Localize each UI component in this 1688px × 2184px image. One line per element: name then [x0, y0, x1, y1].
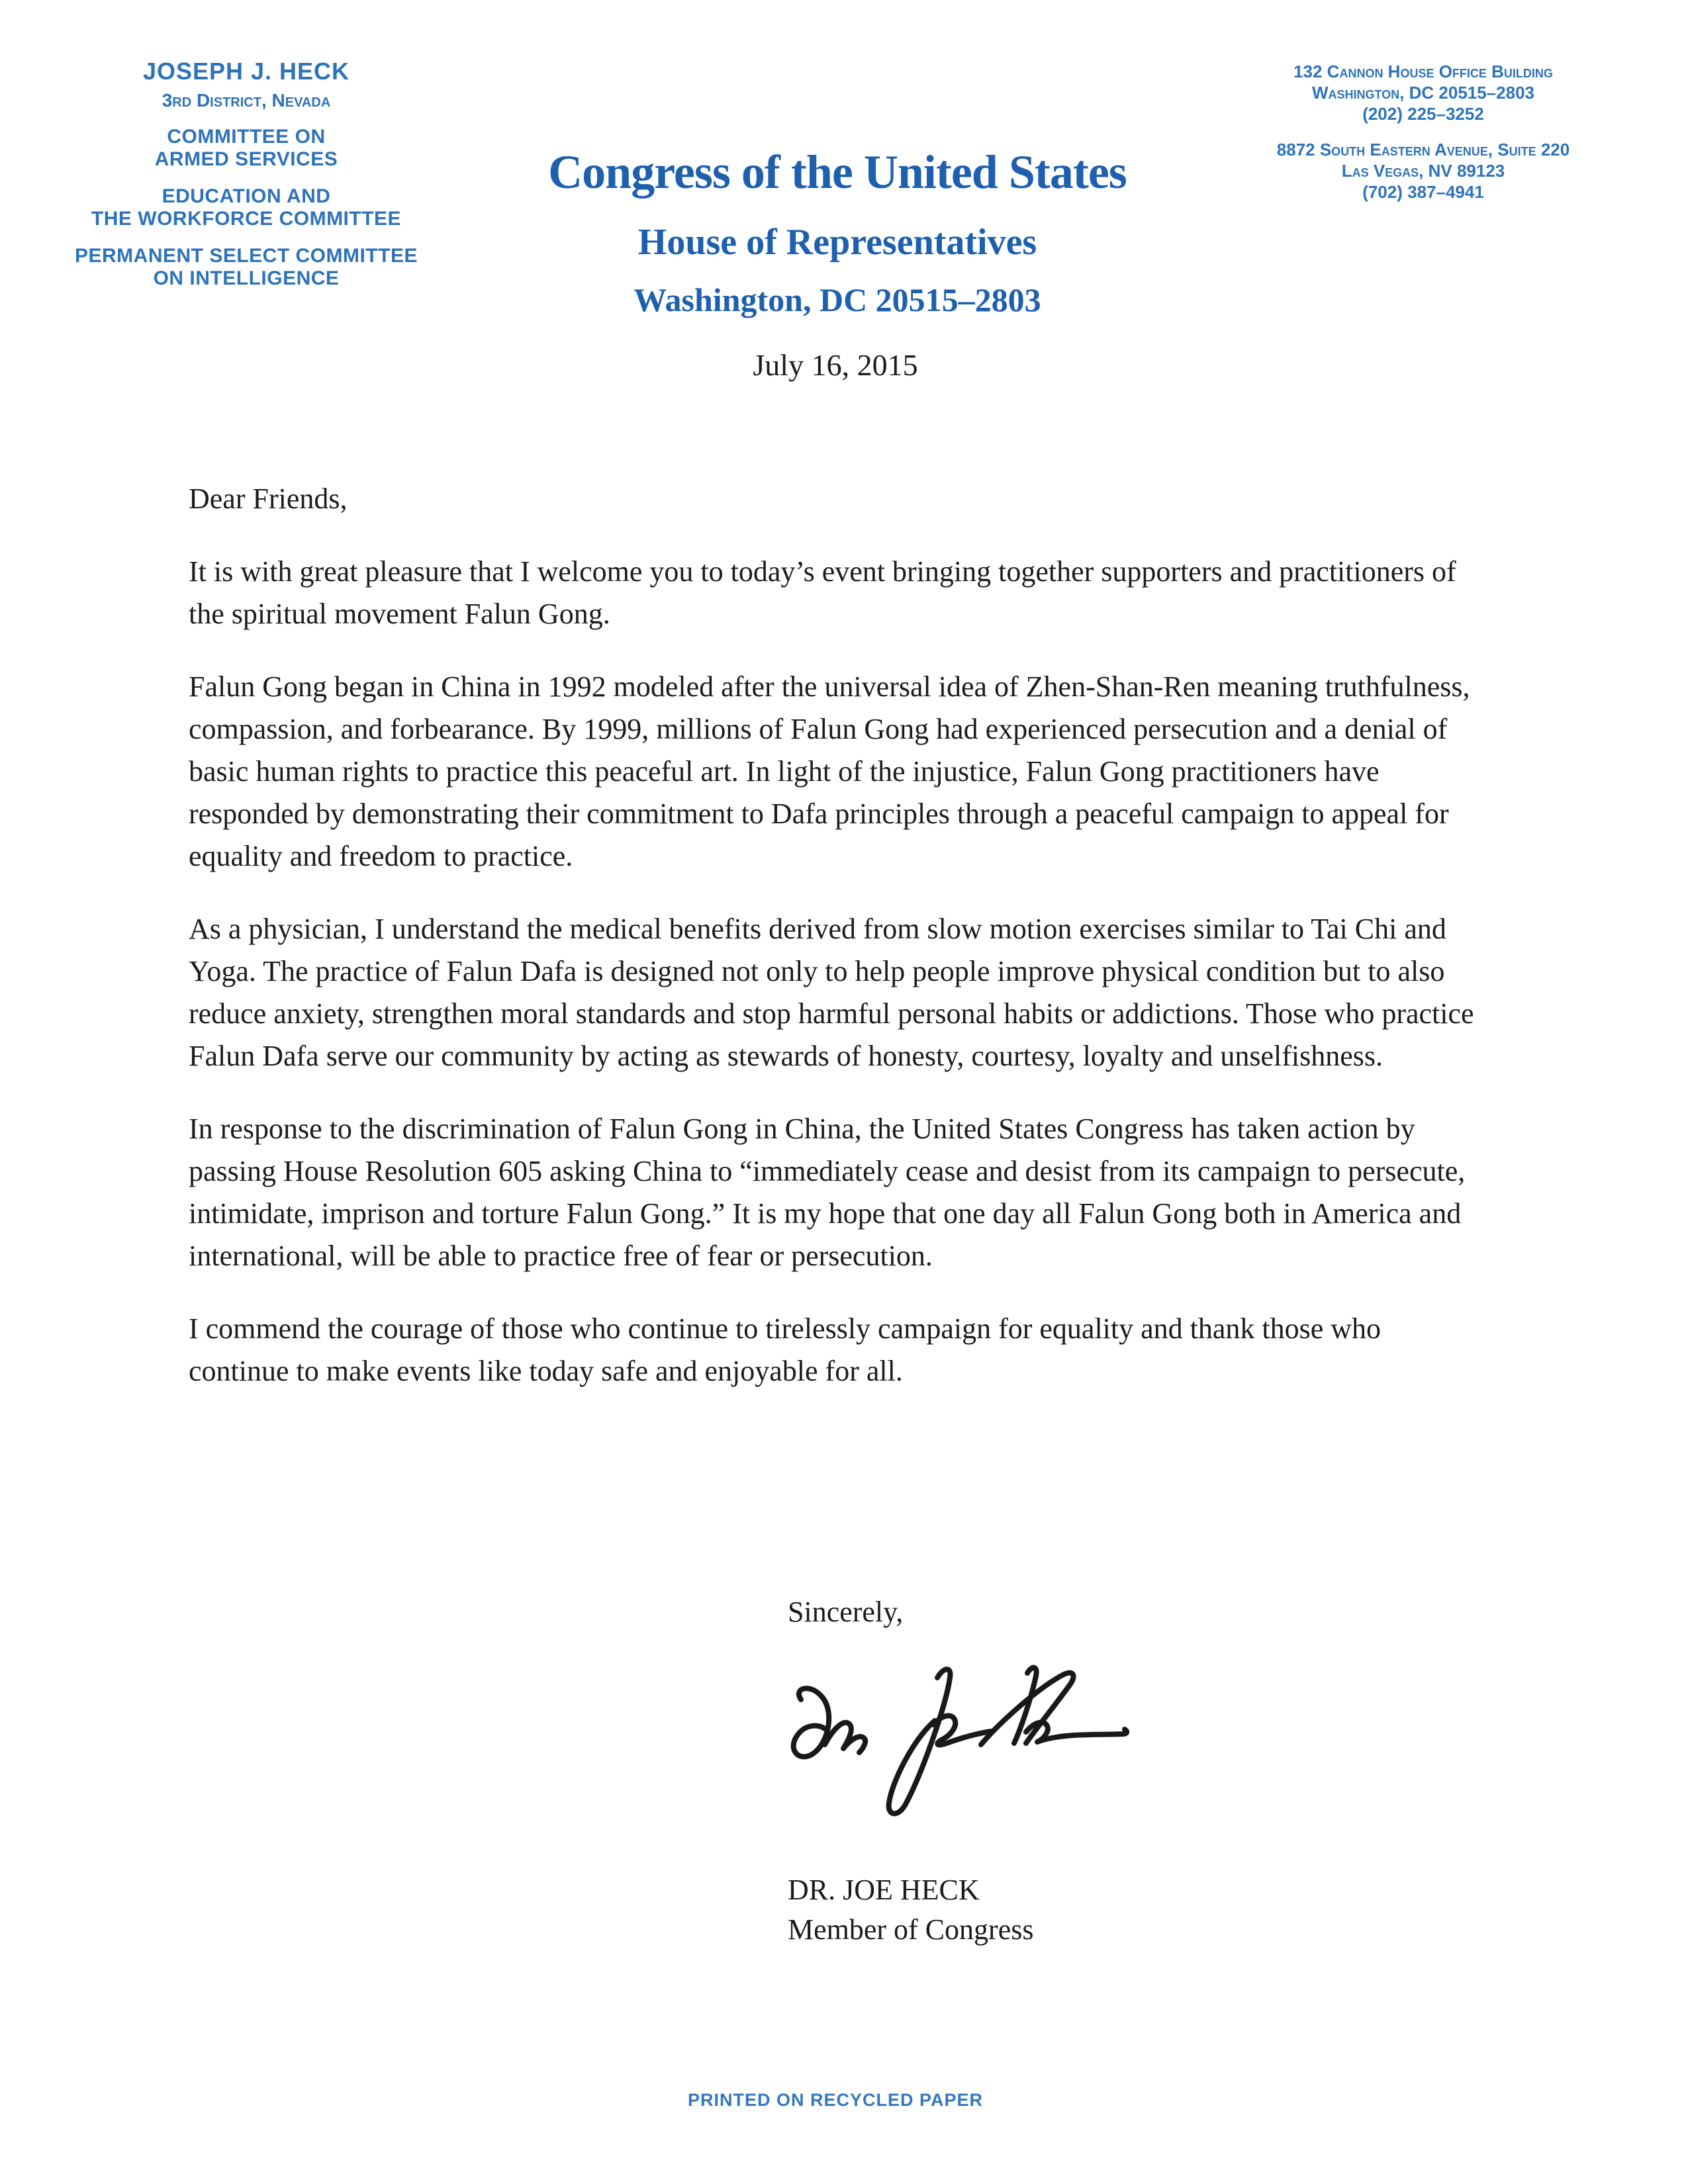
committee-education-workforce: [58, 185, 435, 230]
letter-paragraph: I commend the courage of those who continue to tirelessly campaign for equality and thank those who continue to make events like today safe and enjoyable for all.: [189, 1312, 1382, 1387]
committee-line: COMMITTEE ON: [167, 126, 326, 148]
committee-line: EDUCATION AND: [162, 185, 331, 207]
letterhead-left-column: [58, 58, 435, 290]
signer-title: Member of Congress: [788, 1913, 1034, 1946]
member-name: JOSEPH J. HECK: [142, 58, 350, 85]
address-line: Washington, DC 20515–2803: [1311, 83, 1535, 103]
letter-paragraph: As a physician, I understand the medical benefits derived from slow motion exercises similar to Tai Chi and Yoga. The practice of Falun Dafa is designed not only to help people improve physical condition but to also reduce anxiety, strengthen moral standards and stop harmful personal habits or addictions. Those who practice Falun Dafa serve our community by acting as stewards of honesty, courtesy, loyalty and unselfishness.: [189, 913, 1474, 1072]
valediction: Sincerely,: [788, 1596, 904, 1628]
signer-name: DR. JOE HECK: [788, 1874, 980, 1906]
nv-office-address: [1231, 139, 1615, 203]
masthead-subtitle: House of Representatives: [637, 222, 1037, 263]
member-district: 3rd District, Nevada: [162, 90, 331, 111]
letter-body: [189, 478, 1476, 1423]
joe-heck-signature: [761, 1641, 1158, 1853]
address-line: (202) 225–3252: [1362, 104, 1484, 124]
letter-date: July 16, 2015: [753, 348, 918, 382]
salutation: Dear Friends,: [189, 482, 348, 515]
letter-paragraph: In response to the discrimination of Falun Gong in China, the United States Congress has taken action by passing House Resolution 605 asking China to “immediately cease and desist from its campaign to persecute, intimidate, imprison and torture Falun Gong.” It is my hope that one day all Falun Gong both in America and international, will be able to practice free of fear or persecution.: [189, 1113, 1466, 1272]
masthead-title: Congress of the United States: [548, 146, 1127, 199]
letterhead-right-column: [1231, 61, 1615, 203]
committee-line: ON INTELLIGENCE: [153, 267, 340, 289]
committee-line: ARMED SERVICES: [154, 148, 338, 170]
address-line: 132 Cannon House Office Building: [1293, 62, 1553, 81]
dc-office-address: [1231, 61, 1615, 124]
committee-line: PERMANENT SELECT COMMITTEE: [74, 245, 418, 267]
committee-intelligence: [58, 245, 435, 290]
address-line: 8872 South Eastern Avenue, Suite 220: [1276, 140, 1570, 159]
address-line: (702) 387–4941: [1362, 182, 1484, 202]
recycled-paper-note: PRINTED ON RECYCLED PAPER: [687, 2090, 984, 2110]
masthead-city-line: Washington, DC 20515–2803: [633, 281, 1041, 318]
committee-line: THE WORKFORCE COMMITTEE: [91, 208, 402, 230]
committee-armed-services: [58, 126, 435, 171]
address-line: Las Vegas, NV 89123: [1341, 161, 1505, 181]
letter-paragraph: It is with great pleasure that I welcome you to today’s event bringing together supporters and practitioners of the spiritual movement Falun Gong.: [189, 555, 1456, 630]
letter-paragraph: Falun Gong began in China in 1992 modeled after the universal idea of Zhen-Shan-Ren meaning truthfulness, compassion, and forbearance. By 1999, millions of Falun Gong had experienced persecution and a denial of basic human rights to practice this peaceful art. In light of the injustice, Falun Gong practitioners have responded by demonstrating their commitment to Dafa principles through a peaceful campaign to appeal for equality and freedom to practice.: [189, 670, 1470, 872]
